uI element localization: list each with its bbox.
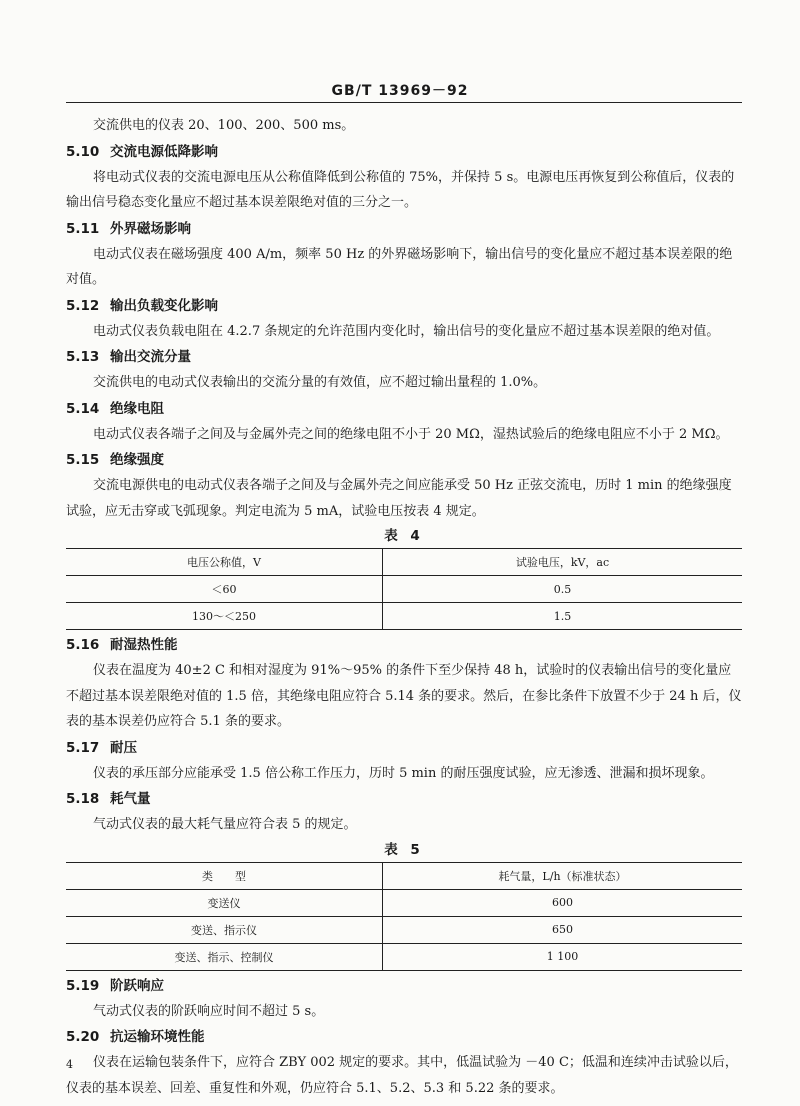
table-row: [66, 916, 742, 943]
section-5-15-body: 交流电源供电的电动式仪表各端子之间及与金属外壳之间应能承受 50 Hz 正弦交流电，历时 1 min 的绝缘强度试验，应无击穿或飞弧现象。判定电流为 5 mA，试验电压按表 4 规定。: [66, 478, 732, 519]
table-cell: 0.5: [383, 576, 743, 603]
section-5-13-body: 交流供电的电动式仪表输出的交流分量的有效值，应不超过输出量程的 1.0%。: [93, 375, 547, 390]
table-header-row: [66, 549, 742, 576]
section-5-11-body: 电动式仪表在磁场强度 400 A/m，频率 50 Hz 的外界磁场影响下，输出信号的变化量应不超过基本误差限的绝对值。: [66, 246, 733, 287]
table-header-cell: 试验电压，kV，ac: [383, 549, 743, 576]
table-4-caption: 表 4: [384, 528, 424, 544]
table-header-row: [66, 862, 742, 889]
table-4: [66, 548, 742, 630]
table-row: [66, 603, 742, 630]
header-rule: [66, 102, 742, 103]
section-5-18-body: 气动式仪表的最大耗气量应符合表 5 的规定。: [93, 817, 357, 832]
table-cell: 650: [383, 916, 743, 943]
table-row: [66, 576, 742, 603]
section-5-13-title: 5.13 输出交流分量: [66, 349, 191, 365]
table-cell: 130～＜250: [66, 603, 383, 630]
section-5-10-body: 将电动式仪表的交流电源电压从公称值降低到公称值的 75%，并保持 5 s。电源电压再恢复到公称值后，仪表的输出信号稳态变化量应不超过基本误差限绝对值的三分之一。: [66, 169, 735, 210]
table-cell: 变送仪: [66, 889, 383, 916]
section-5-14-body: 电动式仪表各端子之间及与金属外壳之间的绝缘电阻不小于 20 MΩ，湿热试验后的绝缘电阻应不小于 2 MΩ。: [93, 426, 729, 442]
table-cell: 1.5: [383, 603, 743, 630]
table-cell: 600: [383, 889, 743, 916]
section-5-19-title: 5.19 阶跃响应: [66, 977, 164, 994]
intro-line: 交流供电的仪表 20、100、200、500 ms。: [93, 118, 355, 133]
section-5-12-body: 电动式仪表负载电阻在 4.2.7 条规定的允许范围内变化时，输出信号的变化量应不超过基本误差限的绝对值。: [93, 323, 720, 339]
table-cell: ＜60: [66, 576, 383, 603]
table-header-cell: 电压公称值，V: [66, 549, 383, 576]
section-5-11-title: 5.11 外界磁场影响: [66, 220, 191, 237]
table-header-cell: 耗气量，L/h（标准状态）: [383, 862, 743, 889]
table-cell: 变送、指示仪: [66, 916, 383, 943]
section-5-17-title: 5.17 耐压: [66, 739, 137, 756]
section-5-10-title: 5.10 交流电源低降影响: [66, 143, 218, 160]
table-5: [66, 862, 742, 971]
section-5-14-title: 5.14 绝缘电阻: [66, 400, 164, 417]
section-5-15-title: 5.15 绝缘强度: [66, 452, 164, 468]
section-5-20-body: 仪表在运输包装条件下，应符合 ZBY 002 规定的要求。其中，低温试验为 －40 C；低温和连续冲击试验以后，仪表的基本误差、回差、重复性和外观，仍应符合 5.1、5.2、5.3 和 5.22 条的要求。: [66, 1055, 738, 1096]
table-row: [66, 943, 742, 970]
table-header-cell: 类 型: [66, 862, 383, 889]
section-5-12-title: 5.12 输出负载变化影响: [66, 297, 218, 314]
table-row: [66, 889, 742, 916]
section-5-17-body: 仪表的承压部分应能承受 1.5 倍公称工作压力，历时 5 min 的耐压强度试验，应无渗透、泄漏和损坏现象。: [93, 765, 714, 781]
table-cell: 变送、指示、控制仪: [66, 943, 383, 970]
table-5-caption: 表 5: [384, 841, 424, 858]
section-5-16-title: 5.16 耐湿热性能: [66, 637, 178, 653]
table-cell: 1 100: [383, 943, 743, 970]
page-number: 4: [66, 1058, 73, 1071]
section-5-18-title: 5.18 耗气量: [66, 791, 151, 807]
section-5-19-body: 气动式仪表的阶跃响应时间不超过 5 s。: [93, 1003, 325, 1019]
standard-header: GB/T 13969－92: [331, 83, 469, 99]
document-body: [66, 113, 742, 1101]
section-5-20-title: 5.20 抗运输环境性能: [66, 1029, 205, 1045]
section-5-16-body: 仪表在温度为 40±2 C 和相对湿度为 91%～95% 的条件下至少保持 48 h，试验时的仪表输出信号的变化量应不超过基本误差限绝对值的 1.5 倍，其绝缘电阻应符合 5.14 条的要求。然后，在参比条件下放置不少于 24 h 后，仪表的基本误差仍应符合 5.1 条的要求。: [66, 663, 742, 729]
